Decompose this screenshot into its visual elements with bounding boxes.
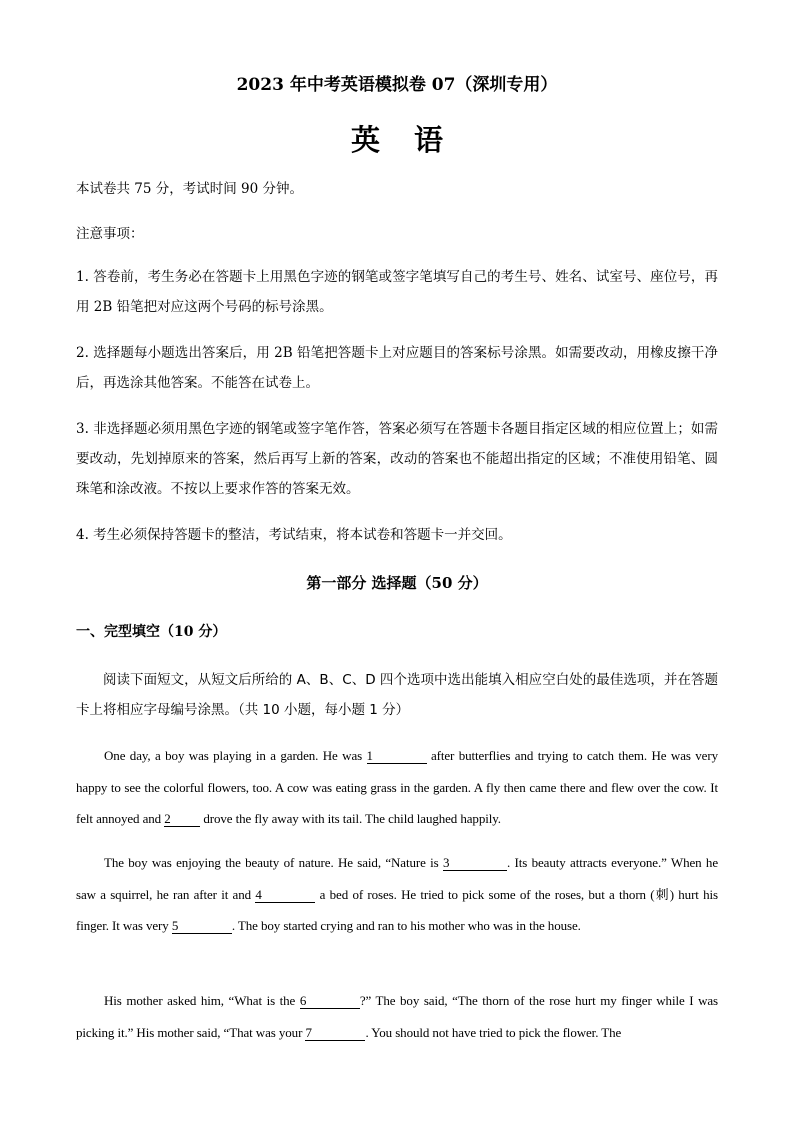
cloze-section-title: 一、完型填空（10 分）: [76, 624, 227, 640]
blank-5: 5: [172, 919, 232, 934]
notice-item-2: 2. 选择题每小题选出答案后，用 2B 铅笔把答题卡上对应题目的答案标号涂黑。如需要改动，用橡皮擦干净后，再选涂其他答案。不能答在试卷上。: [76, 345, 718, 391]
passage-text: His mother asked him, “What is the: [104, 993, 300, 1008]
blank-6: 6: [300, 994, 360, 1009]
notice-item-3: 3. 非选择题必须用黑色字迹的钢笔或签字笔作答，答案必须写在答题卡各题目指定区域的相应位置上；如需要改动，先划掉原来的答案，然后再写上新的答案，改动的答案也不能超出指定的区域；不准使用铅笔、圆珠笔和涂改液。不按以上要求作答的答案无效。: [76, 421, 718, 497]
passage-paragraph-3: [76, 985, 718, 1048]
exam-title: 2023 年中考英语模拟卷 07（深圳专用）: [236, 75, 558, 95]
blank-3: 3: [443, 856, 507, 871]
subject-heading: 英语: [350, 123, 477, 157]
score-time-line: 本试卷共 75 分，考试时间 90 分钟。: [76, 181, 304, 197]
passage-text: One day, a boy was playing in a garden. He was: [104, 748, 367, 763]
passage-text: ?” The boy said, “The thorn of the rose hurt my finger while I was picking it.” His mother said, “That was your: [76, 993, 718, 1040]
notice-heading: 注意事项：: [76, 226, 144, 242]
part-one-title: 第一部分 选择题（50 分）: [306, 574, 488, 592]
passage-text: after butterflies and trying to catch them. He was very happy to see the colorful flowers, too. A cow was eating grass in the garden. A fly then came there and flew over the cow. It felt annoyed and: [76, 748, 718, 826]
blank-2: 2: [164, 812, 200, 827]
passage-text: . Its beauty attracts everyone.” When he saw a squirrel, he ran after it and: [76, 855, 718, 902]
blank-4: 4: [255, 888, 315, 903]
passage-text: . The boy started crying and ran to his mother who was in the house.: [231, 918, 581, 933]
passage-paragraph-2: [76, 847, 718, 942]
passage-text: drove the fly away with its tail. The child laughed happily.: [200, 811, 501, 826]
notice-item-1: 1. 答卷前，考生务必在答题卡上用黑色字迹的钢笔或签字笔填写自己的考生号、姓名、试室号、座位号，再用 2B 铅笔把对应这两个号码的标号涂黑。: [76, 269, 718, 315]
passage-text: The boy was enjoying the beauty of nature. He said, “Nature is: [104, 855, 444, 870]
cloze-instruction: 阅读下面短文，从短文后所给的 A、B、C、D 四个选项中选出能填入相应空白处的最佳选项，并在答题卡上将相应字母编号涂黑。（共 10 小题，每小题 1 分）: [76, 672, 718, 718]
blank-7: 7: [305, 1026, 365, 1041]
notice-item-4: 4. 考生必须保持答题卡的整洁，考试结束，将本试卷和答题卡一并交回。: [76, 527, 512, 543]
passage-text: a bed of roses. He tried to pick some of the roses, but a thorn (刺) hurt his finger. It was very: [76, 886, 718, 933]
passage-text: . You should not have tried to pick the flower. The: [365, 1024, 622, 1040]
passage-paragraph-1: [76, 740, 718, 835]
blank-1: 1: [367, 749, 427, 764]
